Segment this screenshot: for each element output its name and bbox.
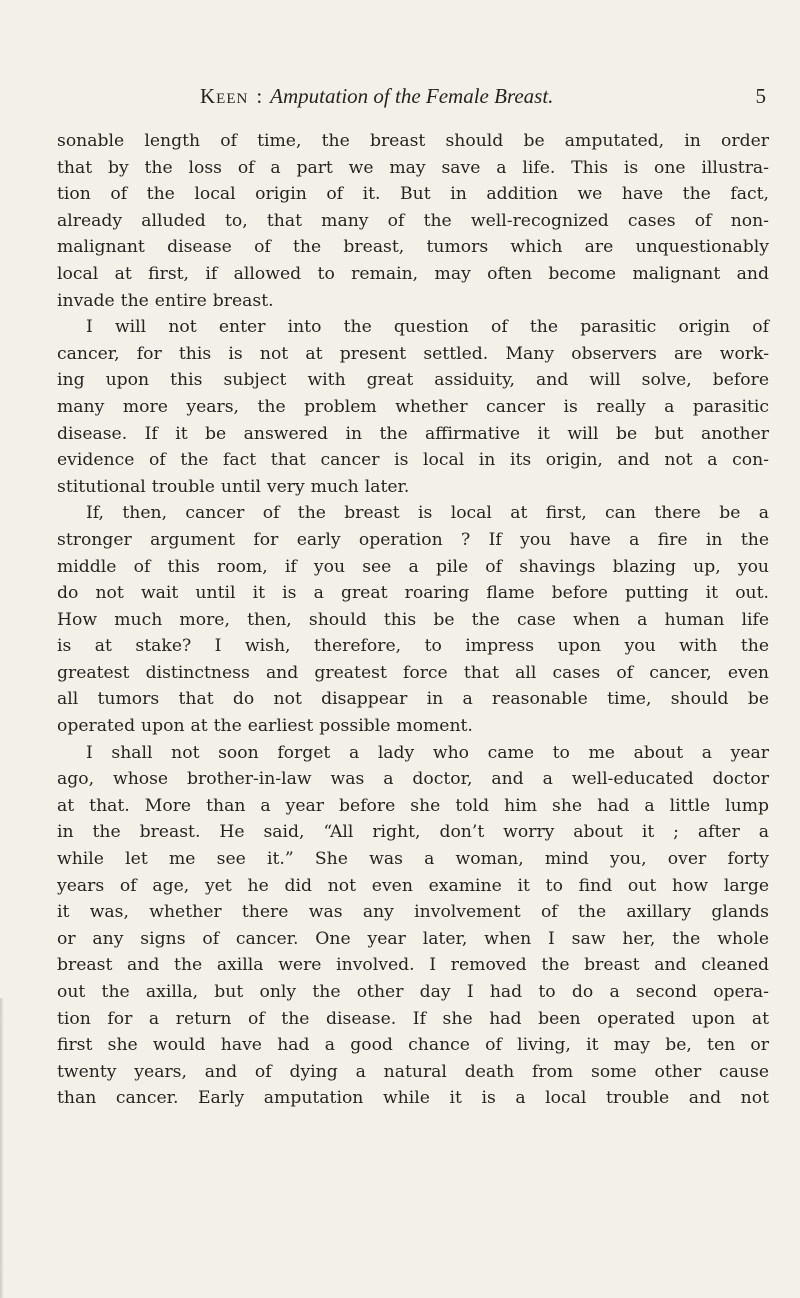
text-line: operated upon at the earliest possible moment. [57, 716, 473, 737]
text-line: stitutional trouble until very much later. [57, 476, 410, 497]
text-line: I will not enter into the question of the parasitic origin of [86, 317, 769, 338]
page-edge-shadow [0, 998, 4, 1298]
text-line: ago, whose brother-in-law was a doctor, and a well-educated doctor [57, 769, 769, 790]
header-author: Keen [200, 84, 249, 108]
text-line: cancer, for this is not at present settled. Many observers are work- [57, 343, 769, 364]
text-line: I shall not soon forget a lady who came to me about a year [86, 742, 769, 763]
text-line: years of age, yet he did not even examine it to find out how large [57, 875, 769, 896]
text-line: ing upon this subject with great assiduity, and will solve, before [57, 370, 769, 391]
text-line: in the breast. He said, “All right, don’t worry about it ; after a [57, 822, 769, 843]
text-line: evidence of the fact that cancer is local in its origin, and not a con- [57, 450, 769, 471]
text-line: than cancer. Early amputation while it is a local trouble and not [57, 1088, 769, 1109]
text-line: it was, whether there was any involvement of the axillary glands [57, 902, 769, 923]
text-line: local at first, if allowed to remain, may often become malignant and [57, 263, 769, 284]
text-line: breast and the axilla were involved. I removed the breast and cleaned [57, 955, 769, 976]
text-line: or any signs of cancer. One year later, when I saw her, the whole [57, 928, 769, 949]
body-text [57, 128, 769, 1112]
text-line: tion of the local origin of it. But in addition we have the fact, [57, 184, 769, 205]
header-separator: : [256, 84, 263, 108]
running-header [200, 84, 770, 114]
header-title: Amputation of the Female Breast. [270, 84, 554, 108]
text-line: middle of this room, if you see a pile of shavings blazing up, you [57, 556, 769, 577]
text-line: do not wait until it is a great roaring flame before putting it out. [57, 583, 769, 604]
text-line: disease. If it be answered in the affirmative it will be but another [57, 423, 769, 444]
text-line: many more years, the problem whether cancer is really a parasitic [57, 396, 769, 417]
text-line: twenty years, and of dying a natural death from some other cause [57, 1061, 769, 1082]
page-number: 5 [755, 84, 766, 108]
text-line: at that. More than a year before she told him she had a little lump [57, 795, 769, 816]
text-line: invade the entire breast. [57, 290, 274, 311]
text-line: greatest distinctness and greatest force that all cases of cancer, even [57, 662, 769, 683]
text-line: that by the loss of a part we may save a life. This is one illustra- [57, 157, 769, 178]
text-line: How much more, then, should this be the case when a human life [57, 609, 769, 630]
text-line: malignant disease of the breast, tumors which are unquestionably [57, 237, 769, 258]
text-line: sonable length of time, the breast should be amputated, in order [57, 131, 769, 151]
text-line: while let me see it.” She was a woman, mind you, over forty [57, 849, 769, 870]
text-line: If, then, cancer of the breast is local at first, can there be a [86, 503, 769, 524]
text-line: all tumors that do not disappear in a reasonable time, should be [57, 689, 769, 710]
text-line: first she would have had a good chance of living, it may be, ten or [57, 1035, 769, 1056]
text-line: out the axilla, but only the other day I had to do a second opera- [57, 982, 769, 1002]
text-line: tion for a return of the disease. If she had been operated upon at [57, 1008, 769, 1029]
text-line: is at stake? I wish, therefore, to impress upon you with the [57, 636, 769, 657]
text-line: stronger argument for early operation ? If you have a fire in the [57, 529, 769, 550]
text-line: already alluded to, that many of the well-recognized cases of non- [57, 210, 769, 231]
